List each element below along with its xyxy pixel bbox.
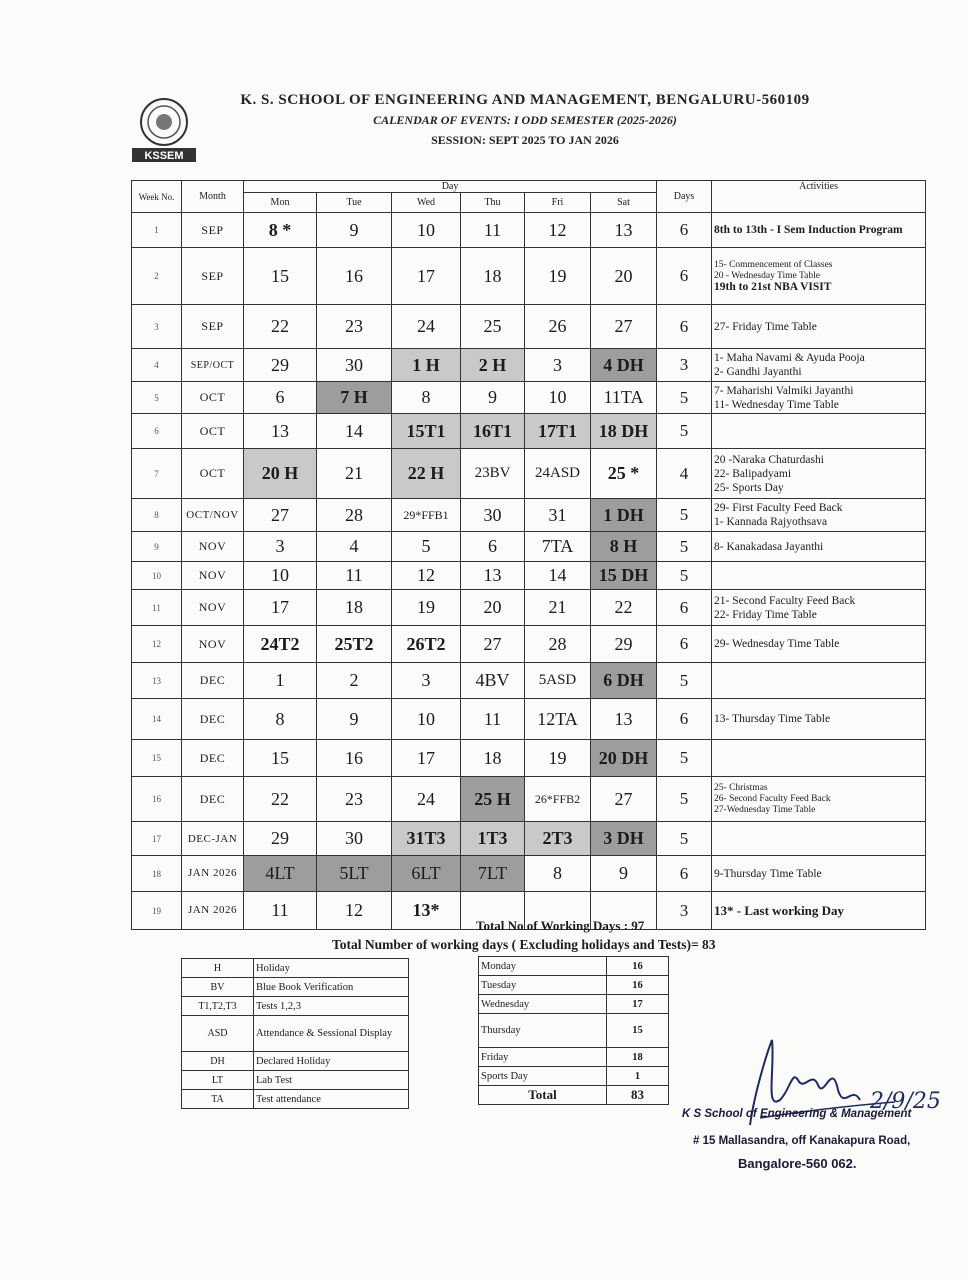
month: DEC [182, 740, 244, 777]
day-cell-holiday: 25 H [461, 777, 525, 822]
activity: 8th to 13th - I Sem Induction Program [712, 213, 926, 248]
day-cell: 28 [525, 626, 591, 663]
days-count: 5 [657, 562, 712, 590]
day-cell: 9 [317, 213, 392, 248]
day-cell: 27 [591, 777, 657, 822]
week-no: 16 [132, 777, 182, 822]
mon-header: Mon [244, 193, 317, 213]
day-cell: 5 [392, 532, 461, 562]
day-cell-test: 25T2 [317, 626, 392, 663]
day-cell: 27 [591, 305, 657, 349]
wed-header: Wed [392, 193, 461, 213]
day-cell-declared-holiday: 20 DH [591, 740, 657, 777]
month: SEP [182, 248, 244, 305]
activity [712, 562, 926, 590]
stamp-line-2: # 15 Mallasandra, off Kanakapura Road, [693, 1135, 911, 1147]
day-cell-holiday: 2 H [461, 349, 525, 382]
day-cell-declared-holiday: 1 DH [591, 499, 657, 532]
week-no: 5 [132, 382, 182, 414]
day-cell-holiday: 22 H [392, 449, 461, 499]
day-cell: 13 [591, 699, 657, 740]
week-no: 9 [132, 532, 182, 562]
day-count-row: Monday 16 [479, 957, 669, 976]
day-cell: 11 [244, 892, 317, 930]
activity: 8- Kanakadasa Jayanthi [712, 532, 926, 562]
legend-row: LT Lab Test [182, 1071, 409, 1090]
day-cell: 24 [392, 305, 461, 349]
month: DEC [182, 699, 244, 740]
day-count-row: Thursday 15 [479, 1014, 669, 1048]
day-cell: 8 [525, 856, 591, 892]
legend-row: T1,T2,T3 Tests 1,2,3 [182, 997, 409, 1016]
day-cell-test: 2T3 [525, 822, 591, 856]
month: SEP [182, 213, 244, 248]
days-count: 5 [657, 822, 712, 856]
days-count: 4 [657, 449, 712, 499]
day-cell: 11 [461, 213, 525, 248]
day-cell: 8 [392, 382, 461, 414]
day-cell: 12 [525, 213, 591, 248]
days-count: 5 [657, 414, 712, 449]
day-cell-last-working-day: 13* [392, 892, 461, 930]
day-cell: 4BV [461, 663, 525, 699]
day-cell: 3 [392, 663, 461, 699]
activity: 15- Commencement of Classes 20 - Wednesday Time Table 19th to 21st NBA VISIT [712, 248, 926, 305]
week-no: 1 [132, 213, 182, 248]
week-no: 7 [132, 449, 182, 499]
activity: 29- First Faculty Feed Back 1- Kannada Rajyothsava [712, 499, 926, 532]
table-row [132, 248, 926, 305]
day-cell: 15 [244, 740, 317, 777]
day-cell: 19 [392, 590, 461, 626]
day-cell-test: 16T1 [461, 414, 525, 449]
legend-row: BV Blue Book Verification [182, 978, 409, 997]
day-cell: 9 [591, 856, 657, 892]
day-cell-declared-holiday: 6 DH [591, 663, 657, 699]
table-row [132, 449, 926, 499]
week-no: 14 [132, 699, 182, 740]
day-cell: 8 * [244, 213, 317, 248]
day-count-row: Total 83 [479, 1086, 669, 1105]
day-cell: 29 [591, 626, 657, 663]
table-row [132, 213, 926, 248]
day-cell: 11 [461, 699, 525, 740]
days-count: 6 [657, 590, 712, 626]
day-cell-test: 24T2 [244, 626, 317, 663]
total-excluding-holidays: Total Number of working days ( Excluding holidays and Tests)= 83 [332, 937, 716, 952]
legend-row: DH Declared Holiday [182, 1052, 409, 1071]
days-count: 5 [657, 740, 712, 777]
day-cell: 27 [244, 499, 317, 532]
day-cell: 11TA [591, 382, 657, 414]
stamp-line-1: K S School of Engineering & Management [682, 1108, 912, 1120]
table-row [132, 414, 926, 449]
day-cell: 5ASD [525, 663, 591, 699]
month-header: Month [182, 181, 244, 213]
days-count: 6 [657, 699, 712, 740]
day-cell-declared-holiday: 4 DH [591, 349, 657, 382]
day-cell: 26 [525, 305, 591, 349]
day-cell: 13 [244, 414, 317, 449]
total-working-days: Total No of Working Days : 97 [476, 918, 645, 933]
day-count-row: Sports Day 1 [479, 1067, 669, 1086]
days-count: 6 [657, 305, 712, 349]
day-cell: 10 [244, 562, 317, 590]
month: JAN 2026 [182, 856, 244, 892]
day-cell: 31 [525, 499, 591, 532]
table-row [132, 499, 926, 532]
day-cell: 25 * [591, 449, 657, 499]
day-header: Day [244, 181, 657, 193]
day-cell: 16 [317, 248, 392, 305]
day-cell: 14 [317, 414, 392, 449]
days-count: 3 [657, 892, 712, 930]
activity [712, 663, 926, 699]
day-cell-lab-test: 6LT [392, 856, 461, 892]
week-no: 3 [132, 305, 182, 349]
legend-table [181, 958, 409, 1109]
day-cell: 21 [525, 590, 591, 626]
month: SEP/OCT [182, 349, 244, 382]
day-cell: 23 [317, 777, 392, 822]
day-cell: 19 [525, 740, 591, 777]
day-cell: 30 [317, 349, 392, 382]
activity: 29- Wednesday Time Table [712, 626, 926, 663]
calendar-table [131, 180, 926, 930]
table-row [132, 740, 926, 777]
day-cell: 18 [317, 590, 392, 626]
activity [712, 822, 926, 856]
logo-text: KSSEM [144, 150, 184, 162]
day-cell-declared-holiday: 15 DH [591, 562, 657, 590]
month: SEP [182, 305, 244, 349]
day-cell: 13 [591, 213, 657, 248]
day-cell: 18 [461, 248, 525, 305]
day-count-row: Friday 18 [479, 1048, 669, 1067]
day-cell: 22 [591, 590, 657, 626]
day-cell-declared-holiday: 3 DH [591, 822, 657, 856]
week-no: 15 [132, 740, 182, 777]
day-cell-test: 15T1 [392, 414, 461, 449]
table-row [132, 822, 926, 856]
days-count: 5 [657, 382, 712, 414]
month: OCT [182, 382, 244, 414]
day-cell: 24 [392, 777, 461, 822]
activity: 20 -Naraka Chaturdashi 22- Balipadyami 25- Sports Day [712, 449, 926, 499]
day-cell: 16 [317, 740, 392, 777]
day-cell: 9 [317, 699, 392, 740]
legend-row: TA Test attendance [182, 1090, 409, 1109]
week-no: 17 [132, 822, 182, 856]
day-cell: 21 [317, 449, 392, 499]
month: DEC [182, 777, 244, 822]
day-cell: 12 [392, 562, 461, 590]
table-row [132, 305, 926, 349]
day-cell: 20 [461, 590, 525, 626]
day-cell: 1 [244, 663, 317, 699]
day-cell: 12 [317, 892, 392, 930]
day-cell: 22 [244, 305, 317, 349]
day-cell-lab-test: 4LT [244, 856, 317, 892]
day-cell: 6 [244, 382, 317, 414]
week-no: 2 [132, 248, 182, 305]
days-count: 6 [657, 248, 712, 305]
days-header: Days [657, 181, 712, 213]
activity: 9-Thursday Time Table [712, 856, 926, 892]
stamp-line-3: Bangalore-560 062. [738, 1156, 857, 1171]
day-cell: 4 [317, 532, 392, 562]
thu-header: Thu [461, 193, 525, 213]
day-cell-holiday: 1 H [392, 349, 461, 382]
day-cell: 15 [244, 248, 317, 305]
day-cell: 22 [244, 777, 317, 822]
day-cell-lab-test: 7LT [461, 856, 525, 892]
table-row [132, 626, 926, 663]
day-cell-holiday: 8 H [591, 532, 657, 562]
sat-header: Sat [591, 193, 657, 213]
month: OCT/NOV [182, 499, 244, 532]
day-cell-test: 17T1 [525, 414, 591, 449]
activity [712, 414, 926, 449]
tue-header: Tue [317, 193, 392, 213]
day-cell-feedback: 26*FFB2 [525, 777, 591, 822]
month: NOV [182, 562, 244, 590]
day-cell-test: 31T3 [392, 822, 461, 856]
day-cell-declared-holiday: 18 DH [591, 414, 657, 449]
day-cell: 10 [525, 382, 591, 414]
days-count: 5 [657, 777, 712, 822]
days-count: 6 [657, 213, 712, 248]
month: OCT [182, 414, 244, 449]
table-row [132, 663, 926, 699]
college-title: K. S. SCHOOL OF ENGINEERING AND MANAGEMENT, BENGALURU-560109 [240, 92, 810, 108]
calendar-subtitle: CALENDAR OF EVENTS: I ODD SEMESTER (2025-2026) [373, 113, 677, 127]
days-count: 6 [657, 856, 712, 892]
week-no: 6 [132, 414, 182, 449]
day-cell-test: 26T2 [392, 626, 461, 663]
day-cell: 17 [392, 248, 461, 305]
month: NOV [182, 590, 244, 626]
month: DEC [182, 663, 244, 699]
session-label: SESSION: SEPT 2025 TO JAN 2026 [431, 133, 619, 147]
week-no: 13 [132, 663, 182, 699]
day-cell: 19 [525, 248, 591, 305]
week-header: Week No. [132, 181, 182, 213]
day-cell: 11 [317, 562, 392, 590]
week-no: 19 [132, 892, 182, 930]
day-cell: 30 [317, 822, 392, 856]
day-cell-holiday: 7 H [317, 382, 392, 414]
day-cell: 30 [461, 499, 525, 532]
days-count: 6 [657, 626, 712, 663]
day-cell: 14 [525, 562, 591, 590]
table-row [132, 349, 926, 382]
day-cell: 24ASD [525, 449, 591, 499]
activity: 21- Second Faculty Feed Back 22- Friday Time Table [712, 590, 926, 626]
activity: 27- Friday Time Table [712, 305, 926, 349]
month: DEC-JAN [182, 822, 244, 856]
day-cell: 17 [392, 740, 461, 777]
table-row [132, 699, 926, 740]
day-cell: 6 [461, 532, 525, 562]
table-row [132, 590, 926, 626]
day-cell: 13 [461, 562, 525, 590]
day-cell: 8 [244, 699, 317, 740]
day-cell: 23 [317, 305, 392, 349]
days-count: 3 [657, 349, 712, 382]
college-logo [128, 96, 200, 166]
day-cell: 10 [392, 699, 461, 740]
activity: 25- Christmas 26- Second Faculty Feed Back 27-Wednesday Time Table [712, 777, 926, 822]
legend-row: ASD Attendance & Sessional Display [182, 1016, 409, 1052]
table-row [132, 777, 926, 822]
day-cell: 3 [244, 532, 317, 562]
day-cell: 2 [317, 663, 392, 699]
day-count-row: Tuesday 16 [479, 976, 669, 995]
week-no: 8 [132, 499, 182, 532]
month: NOV [182, 532, 244, 562]
day-count-row: Wednesday 17 [479, 995, 669, 1014]
day-cell: 27 [461, 626, 525, 663]
days-count: 5 [657, 663, 712, 699]
week-no: 10 [132, 562, 182, 590]
activity: 13- Thursday Time Table [712, 699, 926, 740]
activity: 13* - Last working Day [712, 892, 926, 930]
day-cell: 25 [461, 305, 525, 349]
day-count-table [478, 956, 669, 1105]
fri-header: Fri [525, 193, 591, 213]
month: OCT [182, 449, 244, 499]
legend-row: H Holiday [182, 959, 409, 978]
days-count: 5 [657, 532, 712, 562]
day-cell: 29 [244, 349, 317, 382]
table-row [132, 856, 926, 892]
day-cell-holiday: 20 H [244, 449, 317, 499]
week-no: 11 [132, 590, 182, 626]
day-cell: 28 [317, 499, 392, 532]
activity: 7- Maharishi Valmiki Jayanthi 11- Wednesday Time Table [712, 382, 926, 414]
day-cell: 23BV [461, 449, 525, 499]
day-cell: 17 [244, 590, 317, 626]
day-cell-feedback: 29*FFB1 [392, 499, 461, 532]
day-cell: 10 [392, 213, 461, 248]
month: NOV [182, 626, 244, 663]
svg-text:2/9/25: 2/9/25 [870, 1089, 941, 1114]
day-cell: 7TA [525, 532, 591, 562]
day-cell: 18 [461, 740, 525, 777]
week-no: 18 [132, 856, 182, 892]
activity [712, 740, 926, 777]
day-cell: 29 [244, 822, 317, 856]
day-cell-test: 1T3 [461, 822, 525, 856]
table-row [132, 562, 926, 590]
day-cell: 9 [461, 382, 525, 414]
days-count: 5 [657, 499, 712, 532]
table-row [132, 382, 926, 414]
table-row [132, 532, 926, 562]
activity: 1- Maha Navami & Ayuda Pooja 2- Gandhi Jayanthi [712, 349, 926, 382]
day-cell: 12TA [525, 699, 591, 740]
week-no: 4 [132, 349, 182, 382]
month: JAN 2026 [182, 892, 244, 930]
day-cell: 20 [591, 248, 657, 305]
day-cell-lab-test: 5LT [317, 856, 392, 892]
week-no: 12 [132, 626, 182, 663]
activities-header: Activities [712, 181, 926, 213]
day-cell: 3 [525, 349, 591, 382]
